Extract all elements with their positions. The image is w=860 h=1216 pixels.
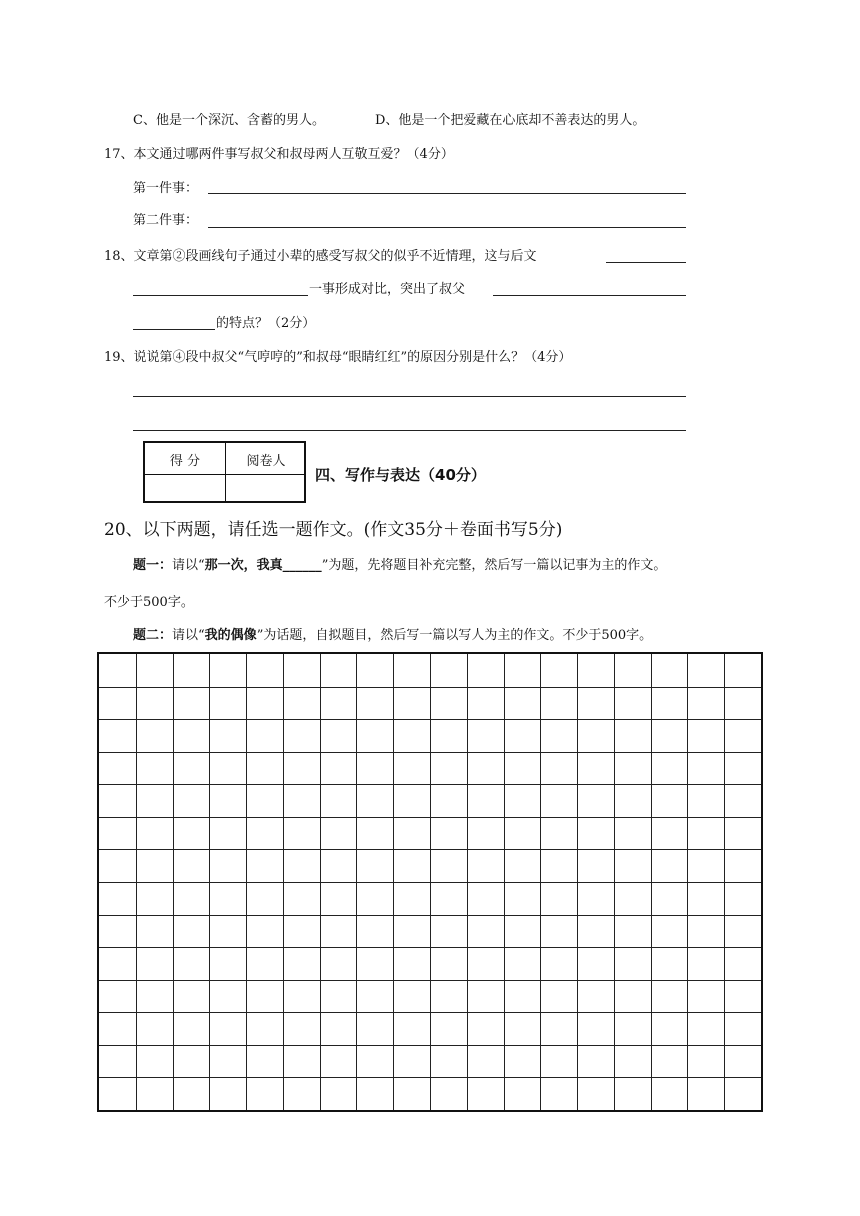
score-table — [143, 441, 306, 503]
topic-2-instructions: ”为话题，自拟题目，然后写一篇以写人为主的作文。不少于500字。 — [256, 628, 653, 643]
q18-blank-1[interactable] — [606, 262, 686, 263]
option-d: D、他是一个把爱藏在心底却不善表达的男人。 — [375, 113, 646, 128]
question-18-line3: 的特点？（2分） — [216, 316, 316, 331]
topic-2-pre: 请以“ — [172, 628, 205, 643]
q18-blank-3[interactable] — [493, 295, 686, 296]
writing-grid-lines — [99, 654, 761, 1110]
q18-blank-2[interactable] — [133, 295, 308, 296]
topic-2-title: 我的偶像 — [204, 628, 257, 643]
score-header: 得 分 — [169, 454, 201, 469]
q19-answer-line-1[interactable] — [133, 396, 686, 397]
writing-grid[interactable] — [97, 652, 763, 1112]
topic-1-continued: 不少于500字。 — [104, 595, 194, 610]
section-title: 四、写作与表达（40分） — [315, 466, 486, 484]
grader-header: 阅卷人 — [246, 454, 286, 469]
topic-1-pre: 请以“ — [172, 558, 205, 573]
topic-1-instructions: ”为题，先将题目补充完整，然后写一篇以记事为主的作文。 — [321, 558, 667, 573]
question-19: 19、说说第④段中叔父“气哼哼的”和叔母“眼睛红红”的原因分别是什么？（4分） — [104, 350, 572, 365]
topic-1 — [133, 557, 666, 575]
q19-answer-line-2[interactable] — [133, 430, 686, 431]
question-18-line1: 18、文章第②段画线句子通过小辈的感受写叔父的似乎不近情理，这与后文 — [104, 249, 537, 264]
question-17: 17、本文通过哪两件事写叔父和叔母两人互敬互爱？（4分） — [104, 147, 454, 162]
topic-2 — [133, 627, 652, 645]
question-18-line2: 一事形成对比，突出了叔父 — [309, 282, 466, 297]
topic-2-label: 题二： — [133, 628, 173, 643]
question-20: 20、以下两题，请任选一题作文。(作文35分＋卷面书写5分) — [104, 520, 563, 540]
topic-1-label: 题一： — [133, 558, 173, 573]
q18-blank-4[interactable] — [133, 329, 215, 330]
q17-first-label: 第一件事： — [133, 181, 199, 196]
q17-second-answer-line[interactable] — [208, 227, 686, 228]
option-c: C、他是一个深沉、含蓄的男人。 — [133, 113, 325, 128]
q17-first-answer-line[interactable] — [208, 193, 686, 194]
topic-1-title: 那一次，我真______ — [204, 558, 322, 573]
q17-second-label: 第二件事： — [133, 213, 199, 228]
